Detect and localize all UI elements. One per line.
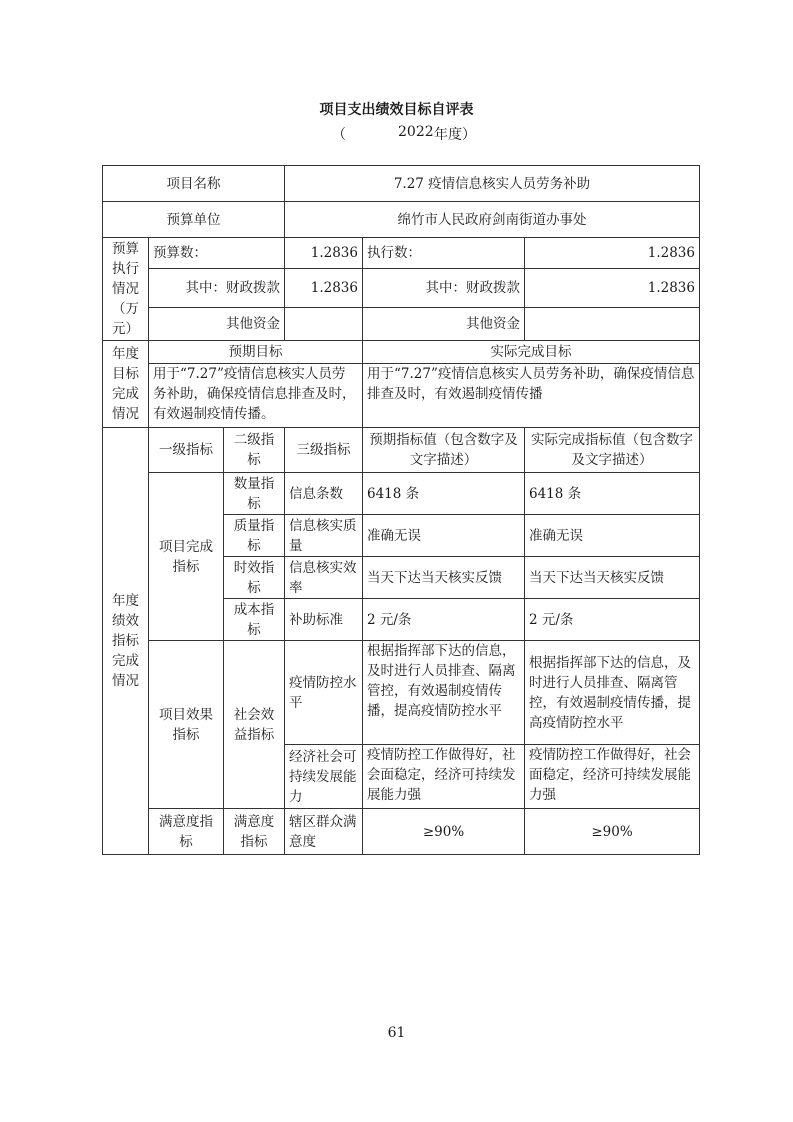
performance-section-label: 年度绩效指标完成情况 <box>103 428 149 855</box>
quantity-expected: 6418 条 <box>363 473 525 515</box>
expected-value-header: 预期指标值（包含数字及文字描述） <box>363 428 525 473</box>
social-benefit-indicator: 社会效益指标 <box>224 641 285 809</box>
completion-indicator-group: 项目完成指标 <box>149 473 224 641</box>
year-suffix: 年度） <box>434 127 476 143</box>
level1-header: 一级指标 <box>149 428 224 473</box>
timeliness-actual: 当天下达当天核实反馈 <box>525 557 700 599</box>
actual-target-header: 实际完成目标 <box>363 341 700 364</box>
quantity-indicator-label: 数量指标 <box>224 473 285 515</box>
satisfaction-level1: 满意度指标 <box>149 809 224 855</box>
project-name-label: 项目名称 <box>103 166 285 202</box>
other-funds-label-right: 其他资金 <box>363 308 525 341</box>
budget-amount-label: 预算数： <box>149 238 285 269</box>
budget-amount-value: 1.2836 <box>285 238 363 269</box>
other-funds-label-left: 其他资金 <box>149 308 285 341</box>
cost-level3: 补助标准 <box>285 599 363 641</box>
year-open-paren: （ <box>332 127 346 143</box>
document-title: 项目支出绩效目标自评表 <box>319 102 474 118</box>
quality-actual: 准确无误 <box>525 515 700 557</box>
cost-expected: 2 元/条 <box>363 599 525 641</box>
timeliness-indicator-label: 时效指标 <box>224 557 285 599</box>
epidemic-control-expected: 根据指挥部下达的信息，及时进行人员排查、隔离管控，有效遏制疫情传播，提高疫情防控水平 <box>363 641 525 745</box>
timeliness-level3: 信息核实效率 <box>285 557 363 599</box>
budget-unit-label: 预算单位 <box>103 202 285 238</box>
satisfaction-level2: 满意度指标 <box>224 809 285 855</box>
expected-target-header: 预期目标 <box>149 341 363 364</box>
sustainability-expected: 疫情防控工作做得好，社会面稳定，经济可持续发展能力强 <box>363 745 525 809</box>
year-number: 2022 <box>398 124 434 140</box>
executed-amount-value: 1.2836 <box>525 238 700 269</box>
quality-indicator-label: 质量指标 <box>224 515 285 557</box>
epidemic-control-level3: 疫情防控水平 <box>285 641 363 745</box>
fiscal-allocation-value-right: 1.2836 <box>525 269 700 308</box>
timeliness-expected: 当天下达当天核实反馈 <box>363 557 525 599</box>
satisfaction-actual: ≥90% <box>525 809 700 855</box>
quality-expected: 准确无误 <box>363 515 525 557</box>
epidemic-control-actual: 根据指挥部下达的信息，及时进行人员排查、隔离管控，有效遏制疫情传播，提高疫情防控水平 <box>525 641 700 745</box>
quality-level3: 信息核实质量 <box>285 515 363 557</box>
project-name-value: 7.27 疫情信息核实人员劳务补助 <box>285 166 700 202</box>
fiscal-allocation-label-left: 其中：财政拨款 <box>149 269 285 308</box>
other-funds-value-right <box>525 308 700 341</box>
page-number: 61 <box>387 1025 406 1041</box>
year-line <box>332 124 512 144</box>
sustainability-level3: 经济社会可持续发展能力 <box>285 745 363 809</box>
performance-table <box>102 165 700 855</box>
satisfaction-expected: ≥90% <box>363 809 525 855</box>
budget-execution-section-label: 预算执行情况（万元） <box>103 238 149 341</box>
sustainability-actual: 疫情防控工作做得好，社会面稳定，经济可持续发展能力强 <box>525 745 700 809</box>
fiscal-allocation-value-left: 1.2836 <box>285 269 363 308</box>
executed-amount-label: 执行数： <box>363 238 525 269</box>
effect-indicator-group: 项目效果指标 <box>149 641 224 809</box>
expected-target-text: 用于“7.27”疫情信息核实人员劳务补助，确保疫情信息排查及时，有效遏制疫情传播。 <box>149 364 363 428</box>
actual-value-header: 实际完成指标值（包含数字及文字描述） <box>525 428 700 473</box>
actual-target-text: 用于“7.27”疫情信息核实人员劳务补助，确保疫情信息排查及时，有效遏制疫情传播 <box>363 364 700 428</box>
level3-header: 三级指标 <box>285 428 363 473</box>
cost-indicator-label: 成本指标 <box>224 599 285 641</box>
cost-actual: 2 元/条 <box>525 599 700 641</box>
quantity-actual: 6418 条 <box>525 473 700 515</box>
satisfaction-level3: 辖区群众满意度 <box>285 809 363 855</box>
fiscal-allocation-label-right: 其中：财政拨款 <box>363 269 525 308</box>
quantity-level3: 信息条数 <box>285 473 363 515</box>
budget-unit-value: 绵竹市人民政府剑南街道办事处 <box>285 202 700 238</box>
other-funds-value-left <box>285 308 363 341</box>
annual-target-section-label: 年度目标完成情况 <box>103 341 149 428</box>
level2-header: 二级指标 <box>224 428 285 473</box>
